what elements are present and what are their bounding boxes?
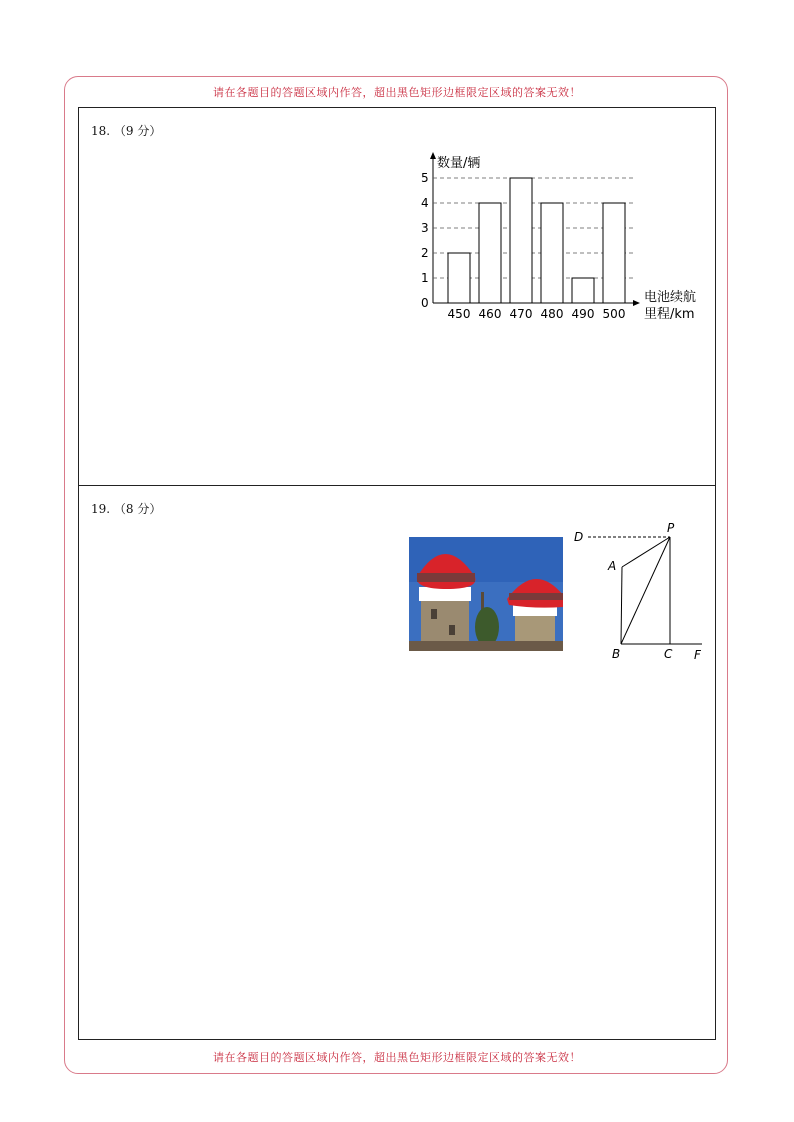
x-tick-label: 500 [602, 307, 626, 321]
segment-PB [621, 537, 670, 644]
y-tick-label: 0 [421, 296, 429, 310]
answer-area-notice-top: 请在各题目的答题区域内作答，超出黑色矩形边框限定区域的答案无效！ [213, 86, 581, 99]
x-axis-label-line2: 里程/km [644, 307, 695, 322]
point-P-label: P [667, 521, 675, 535]
bar [448, 253, 470, 303]
water-tower-photo [409, 537, 563, 651]
bar-chart-battery-range [415, 150, 715, 325]
y-tick-label: 4 [421, 196, 429, 210]
point-B-label: B [612, 647, 621, 661]
answer-area-notice-bottom: 请在各题目的答题区域内作答，超出黑色矩形边框限定区域的答案无效！ [213, 1051, 581, 1064]
bar [541, 203, 563, 303]
x-tick-label: 470 [509, 307, 533, 321]
x-axis-arrow [633, 300, 640, 306]
y-axis-label: 数量/辆 [437, 156, 481, 171]
y-tick-label: 1 [421, 271, 429, 285]
y-tick-label: 3 [421, 221, 429, 235]
y-axis-arrow [430, 152, 436, 159]
x-tick-label: 480 [540, 307, 564, 321]
question-19-label: 19. （8 分） [91, 502, 162, 516]
question-18-label: 18. （9 分） [91, 124, 162, 138]
point-D-label: D [574, 530, 584, 544]
y-tick-label: 2 [421, 246, 429, 260]
y-tick-label: 5 [421, 171, 429, 185]
geometry-figure-19 [568, 518, 713, 666]
x-tick-label: 450 [447, 307, 471, 321]
x-axis-label-line1: 电池续航 [644, 290, 697, 305]
segment-AB [621, 567, 622, 644]
x-tick-label: 460 [478, 307, 502, 321]
bar [572, 278, 594, 303]
x-tick-label: 490 [571, 307, 595, 321]
point-A-label: A [608, 559, 617, 573]
point-F-label: F [694, 648, 701, 662]
point-C-label: C [664, 647, 673, 661]
bar [603, 203, 625, 303]
bar [510, 178, 532, 303]
bar [479, 203, 501, 303]
